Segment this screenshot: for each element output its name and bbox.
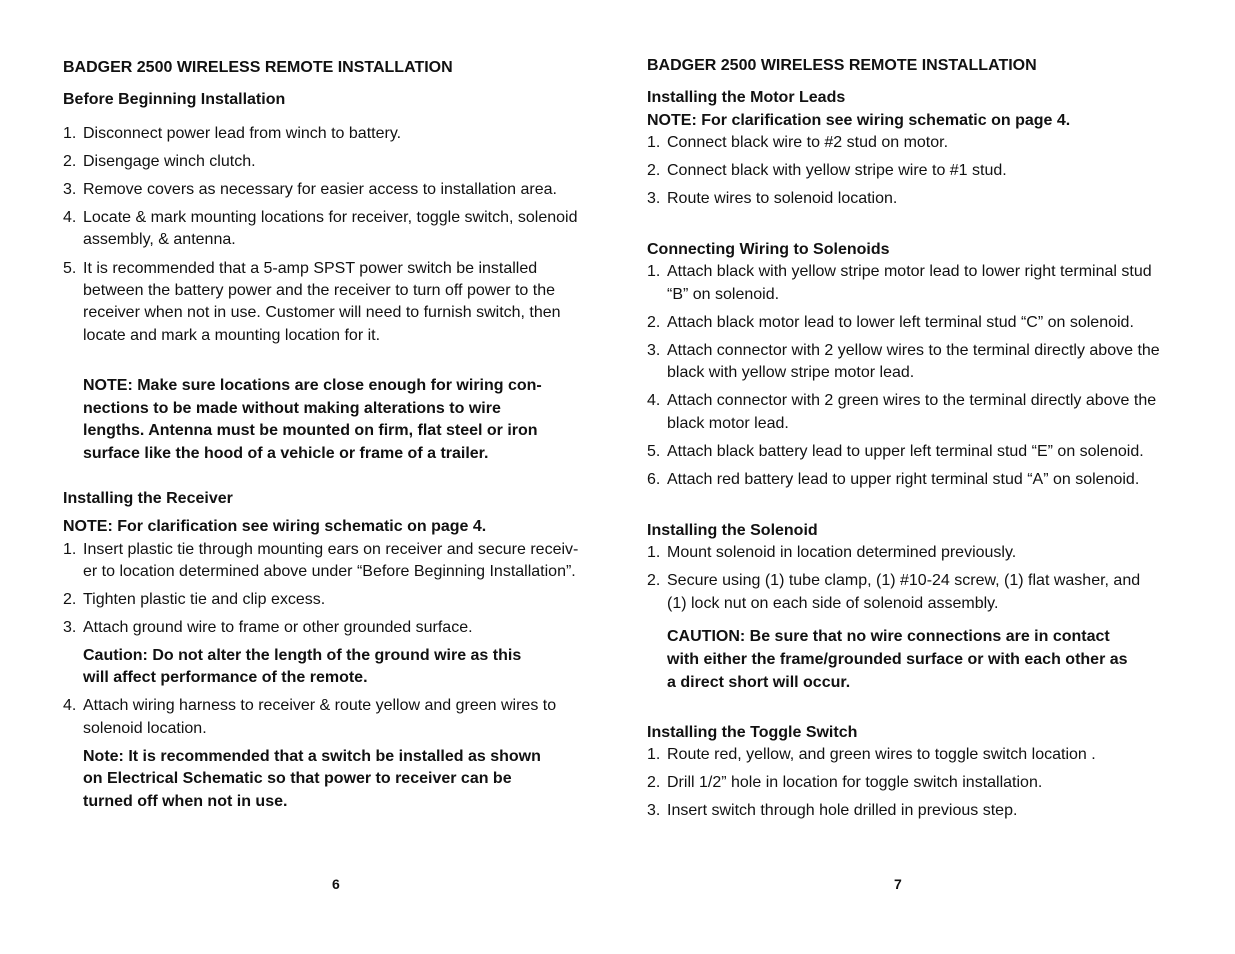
right-page-title: BADGER 2500 WIRELESS REMOTE INSTALLATION <box>647 57 1037 74</box>
list-item: 2. Drill 1/2” hole in location for toggle switch installation. <box>647 774 1043 791</box>
list-item: 1. Mount solenoid in location determined previously. <box>647 544 1017 561</box>
short-circuit-caution-line: CAUTION: Be sure that no wire connections are in contact <box>667 628 1110 645</box>
list-item-continuation: receiver when not in use. Customer will need to furnish switch, then <box>83 304 561 321</box>
receiver-heading: Installing the Receiver <box>63 490 233 507</box>
list-item-continuation: er to location determined above under “Before Beginning Installation”. <box>83 563 576 580</box>
location-note-line: lengths. Antenna must be mounted on firm, flat steel or iron <box>83 422 538 439</box>
solenoid-heading: Installing the Solenoid <box>647 522 818 539</box>
list-item-continuation: locate and mark a mounting location for it. <box>83 327 381 344</box>
list-item: 3. Remove covers as necessary for easier access to installation area. <box>63 181 557 198</box>
list-item: 4. Attach connector with 2 green wires to the terminal directly above the <box>647 392 1157 409</box>
list-item-continuation: assembly, & antenna. <box>83 231 236 248</box>
list-item: 4. Locate & mark mounting locations for receiver, toggle switch, solenoid <box>63 209 578 226</box>
list-item: 2. Connect black with yellow stripe wire to #1 stud. <box>647 162 1007 179</box>
list-item: 2. Secure using (1) tube clamp, (1) #10-24 screw, (1) flat washer, and <box>647 572 1141 589</box>
list-item: 3. Attach connector with 2 yellow wires to the terminal directly above the <box>647 342 1160 359</box>
list-item: 1. Disconnect power lead from winch to battery. <box>63 125 402 142</box>
list-item: 4. Attach wiring harness to receiver & route yellow and green wires to <box>63 697 557 714</box>
list-item: 3. Route wires to solenoid location. <box>647 190 898 207</box>
before-installation-heading: Before Beginning Installation <box>63 91 286 108</box>
list-item-continuation: black motor lead. <box>667 415 789 432</box>
list-item: 1. Connect black wire to #2 stud on motor. <box>647 134 949 151</box>
list-item-continuation: solenoid location. <box>83 720 207 737</box>
solenoid-wiring-heading: Connecting Wiring to Solenoids <box>647 241 890 258</box>
list-item: 1. Attach black with yellow stripe motor lead to lower right terminal stud <box>647 263 1152 280</box>
switch-note-line: on Electrical Schematic so that power to receiver can be <box>83 770 512 787</box>
motor-leads-heading: Installing the Motor Leads <box>647 89 846 106</box>
short-circuit-caution-line: with either the frame/grounded surface or with each other as <box>667 651 1128 668</box>
location-note-line: NOTE: Make sure locations are close enough for wiring con- <box>83 377 542 394</box>
location-note-line: nections to be made without making alterations to wire <box>83 400 501 417</box>
list-item: 2. Disengage winch clutch. <box>63 153 256 170</box>
list-item: 1. Insert plastic tie through mounting ears on receiver and secure receiv- <box>63 541 579 558</box>
list-item: 1. Route red, yellow, and green wires to toggle switch location . <box>647 746 1096 763</box>
left-page-title: BADGER 2500 WIRELESS REMOTE INSTALLATION <box>63 59 453 76</box>
location-note-line: surface like the hood of a vehicle or frame of a trailer. <box>83 445 489 462</box>
motor-leads-note: NOTE: For clarification see wiring schematic on page 4. <box>647 112 1071 129</box>
page-number: 6 <box>332 876 340 892</box>
list-item: 5. It is recommended that a 5-amp SPST power switch be installed <box>63 260 538 277</box>
list-item-continuation: black with yellow stripe motor lead. <box>667 364 915 381</box>
page-number: 7 <box>894 876 902 892</box>
switch-note-line: turned off when not in use. <box>83 793 288 810</box>
list-item: 2. Tighten plastic tie and clip excess. <box>63 591 326 608</box>
short-circuit-caution-line: a direct short will occur. <box>667 674 851 691</box>
list-item: 6. Attach red battery lead to upper right terminal stud “A” on solenoid. <box>647 471 1140 488</box>
list-item: 3. Insert switch through hole drilled in previous step. <box>647 802 1018 819</box>
list-item: 5. Attach black battery lead to upper left terminal stud “E” on solenoid. <box>647 443 1144 460</box>
list-item-continuation: between the battery power and the receiver to turn off power to the <box>83 282 555 299</box>
ground-wire-caution-line: Caution: Do not alter the length of the ground wire as this <box>83 647 522 664</box>
receiver-note: NOTE: For clarification see wiring schematic on page 4. <box>63 518 487 535</box>
toggle-switch-heading: Installing the Toggle Switch <box>647 724 858 741</box>
ground-wire-caution-line: will affect performance of the remote. <box>83 669 368 686</box>
list-item-continuation: “B” on solenoid. <box>667 286 780 303</box>
list-item: 2. Attach black motor lead to lower left terminal stud “C” on solenoid. <box>647 314 1134 331</box>
switch-note-line: Note: It is recommended that a switch be installed as shown <box>83 748 541 765</box>
list-item: 3. Attach ground wire to frame or other grounded surface. <box>63 619 473 636</box>
list-item-continuation: (1) lock nut on each side of solenoid assembly. <box>667 595 999 612</box>
